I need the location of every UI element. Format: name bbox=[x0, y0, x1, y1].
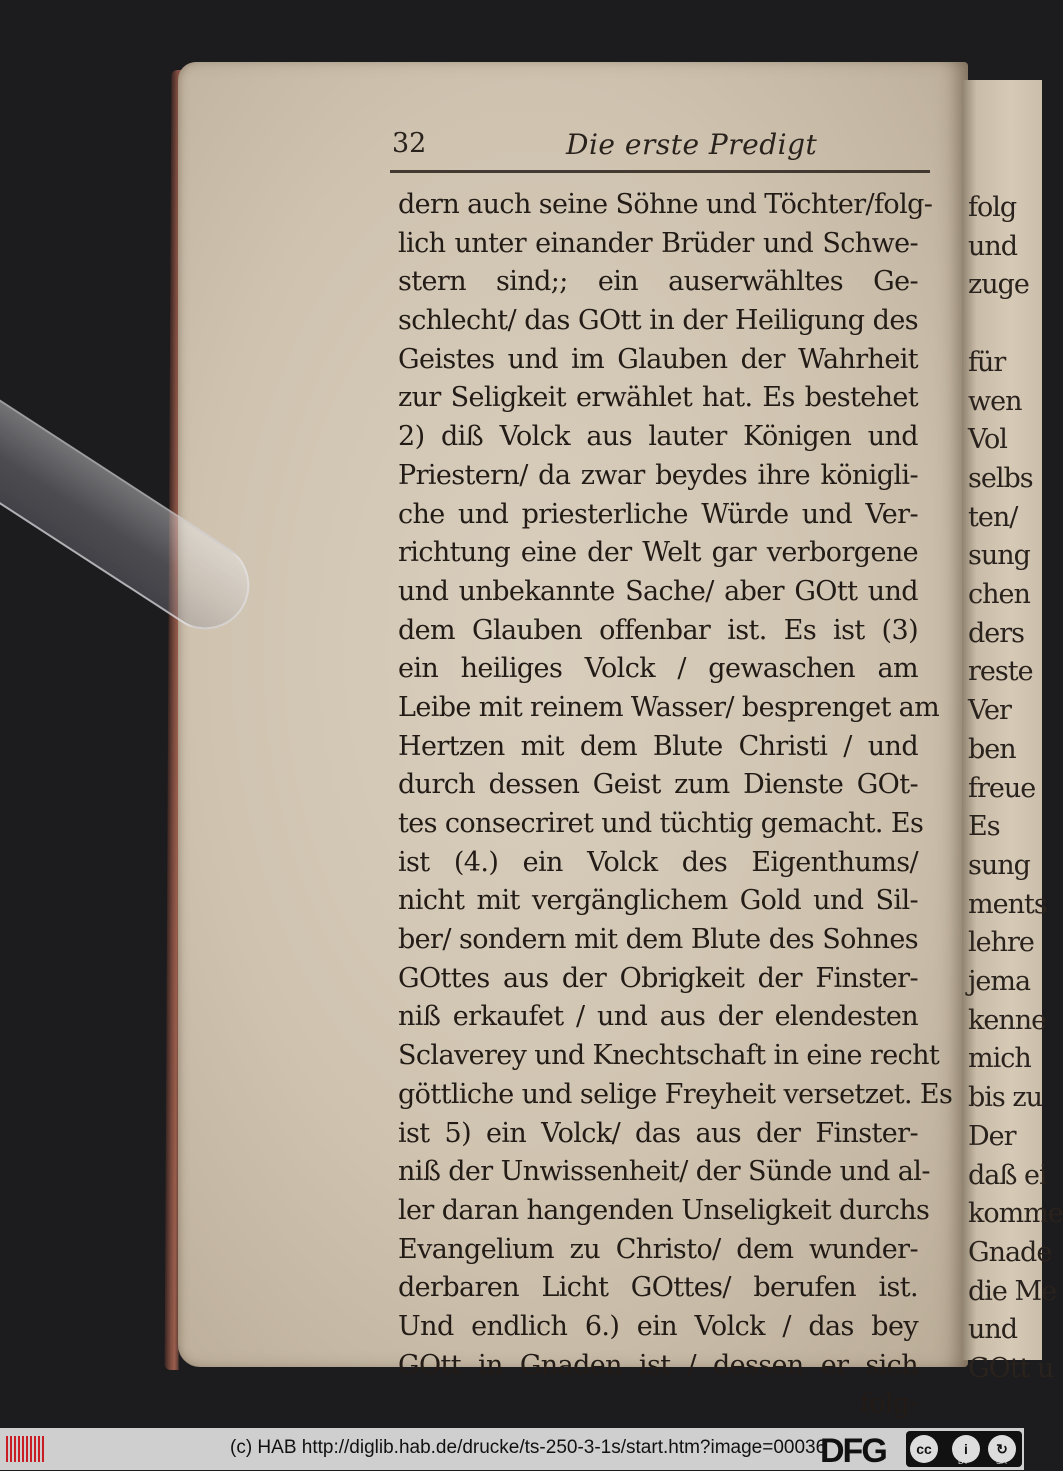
text-line: Sclaverey und Knechtschaft in eine recht bbox=[398, 1040, 940, 1072]
facing-line: für bbox=[968, 346, 1006, 378]
text-line: und unbekannte Sache/ aber GOtt und bbox=[398, 575, 918, 607]
text-line: ein heiliges Volck / gewaschen am bbox=[398, 653, 918, 685]
text-line: niß erkaufet / und aus der elendesten bbox=[398, 1001, 918, 1033]
text-line: GOttes aus der Obrigkeit der Finster- bbox=[398, 962, 918, 994]
facing-line: chen bbox=[968, 579, 1030, 610]
facing-line: sung bbox=[968, 849, 1030, 881]
facing-line: kenne bbox=[968, 1004, 1047, 1036]
text-line: folg- bbox=[859, 1388, 918, 1420]
facing-line: zuge bbox=[968, 269, 1029, 301]
facing-line: Gnade bbox=[968, 1236, 1052, 1268]
text-line: 2) diß Volck aus lauter Königen und bbox=[398, 421, 918, 453]
facing-line: ders bbox=[968, 617, 1025, 649]
text-line: Geistes und im Glauben der Wahrheit bbox=[398, 343, 918, 375]
by-icon: i bbox=[952, 1435, 980, 1463]
facing-line: selbs bbox=[968, 462, 1033, 494]
sa-icon: ↻ bbox=[988, 1435, 1016, 1463]
text-line: che und priesterliche Würde und Ver- bbox=[398, 498, 918, 530]
text-line: ler daran hangenden Unseligkeit durchs bbox=[398, 1194, 930, 1226]
text-line: göttliche und selige Freyheit versetzet. Es bbox=[398, 1078, 953, 1110]
text-line: schlecht/ das GOtt in der Heiligung des bbox=[398, 305, 918, 337]
facing-line: Der bbox=[968, 1120, 1016, 1152]
running-head-title: Die erste Predigt bbox=[566, 128, 818, 161]
text-line: Evangelium zu Christo/ dem wunder- bbox=[398, 1233, 918, 1265]
facing-line: komme bbox=[968, 1198, 1063, 1230]
by-label: BY bbox=[958, 1457, 969, 1466]
facing-line: und bbox=[968, 230, 1018, 262]
sa-label: SA bbox=[996, 1457, 1007, 1466]
text-line: lich unter einander Brüder und Schwe- bbox=[398, 227, 918, 259]
text-line: tes consecriret und tüchtig gemacht. Es bbox=[398, 808, 924, 839]
facing-line: Es bbox=[968, 811, 1000, 843]
copyright-link[interactable]: (c) HAB http://diglib.hab.de/drucke/ts-250-3-1s/start.htm?image=00036 bbox=[230, 1437, 827, 1458]
facing-line: die Me bbox=[968, 1275, 1057, 1307]
facing-line: wen bbox=[968, 385, 1022, 417]
text-line: richtung eine der Welt gar verborgene bbox=[398, 537, 918, 569]
text-line: ist 5) ein Volck/ das aus der Finster- bbox=[398, 1117, 918, 1149]
cc-icon: cc bbox=[910, 1435, 938, 1463]
facing-line: daß ei bbox=[968, 1159, 1047, 1191]
facing-line: ben bbox=[968, 733, 1016, 765]
head-rule bbox=[390, 170, 930, 173]
facing-line: freue bbox=[968, 772, 1036, 804]
facing-line: lehre bbox=[968, 927, 1034, 959]
facing-line: jema bbox=[968, 966, 1031, 997]
barcode-icon bbox=[6, 1436, 46, 1462]
facing-line: ten/ bbox=[968, 501, 1018, 533]
text-line: ist (4.) ein Volck des Eigenthums/ bbox=[398, 846, 918, 878]
text-line: Priestern/ da zwar beydes ihre königli- bbox=[398, 459, 918, 491]
text-line: derbaren Licht GOttes/ berufen ist. bbox=[398, 1272, 918, 1304]
running-head bbox=[392, 128, 927, 168]
facing-line: Vol bbox=[968, 424, 1007, 456]
facing-line: bis zu bbox=[968, 1082, 1042, 1114]
facing-line: mich bbox=[968, 1043, 1031, 1075]
facing-line: und bbox=[968, 1314, 1018, 1346]
viewer-footer bbox=[0, 1428, 1024, 1470]
text-line: nicht mit vergänglichem Gold und Sil- bbox=[398, 885, 918, 917]
text-line: niß der Unwissenheit/ der Sünde und al- bbox=[398, 1156, 930, 1188]
facing-line: sung bbox=[968, 540, 1030, 572]
dfg-logo: DFG bbox=[820, 1432, 886, 1470]
text-line: durch dessen Geist zum Dienste GOt- bbox=[398, 769, 918, 801]
facing-line: Ver bbox=[968, 695, 1011, 727]
text-line: GOtt in Gnaden ist / dessen er sich bbox=[398, 1349, 918, 1381]
facing-page bbox=[962, 80, 1063, 1384]
text-line: dem Glauben offenbar ist. Es ist (3) bbox=[398, 614, 918, 646]
text-line: stern sind;; ein auserwähltes Ge- bbox=[398, 266, 918, 298]
facing-line: folg bbox=[968, 192, 1017, 223]
facing-line: GOtt u bbox=[968, 1353, 1054, 1384]
cc-license-badge[interactable] bbox=[906, 1431, 1022, 1467]
show-through-text bbox=[262, 252, 372, 322]
text-line: dern auch seine Söhne und Töchter/folg- bbox=[398, 189, 933, 220]
text-line: Leibe mit reinem Wasser/ besprenget am bbox=[398, 691, 940, 723]
facing-line: ments bbox=[968, 888, 1047, 920]
text-line: ber/ sondern mit dem Blute des Sohnes bbox=[398, 924, 918, 956]
text-line: Und endlich 6.) ein Volck / das bey bbox=[398, 1310, 918, 1342]
page-number: 32 bbox=[392, 128, 427, 159]
text-line: zur Seligkeit erwählet hat. Es bestehet bbox=[398, 382, 918, 414]
text-line: Hertzen mit dem Blute Christi / und bbox=[398, 730, 918, 762]
facing-line: reste bbox=[968, 656, 1033, 688]
body-text bbox=[398, 186, 953, 1424]
